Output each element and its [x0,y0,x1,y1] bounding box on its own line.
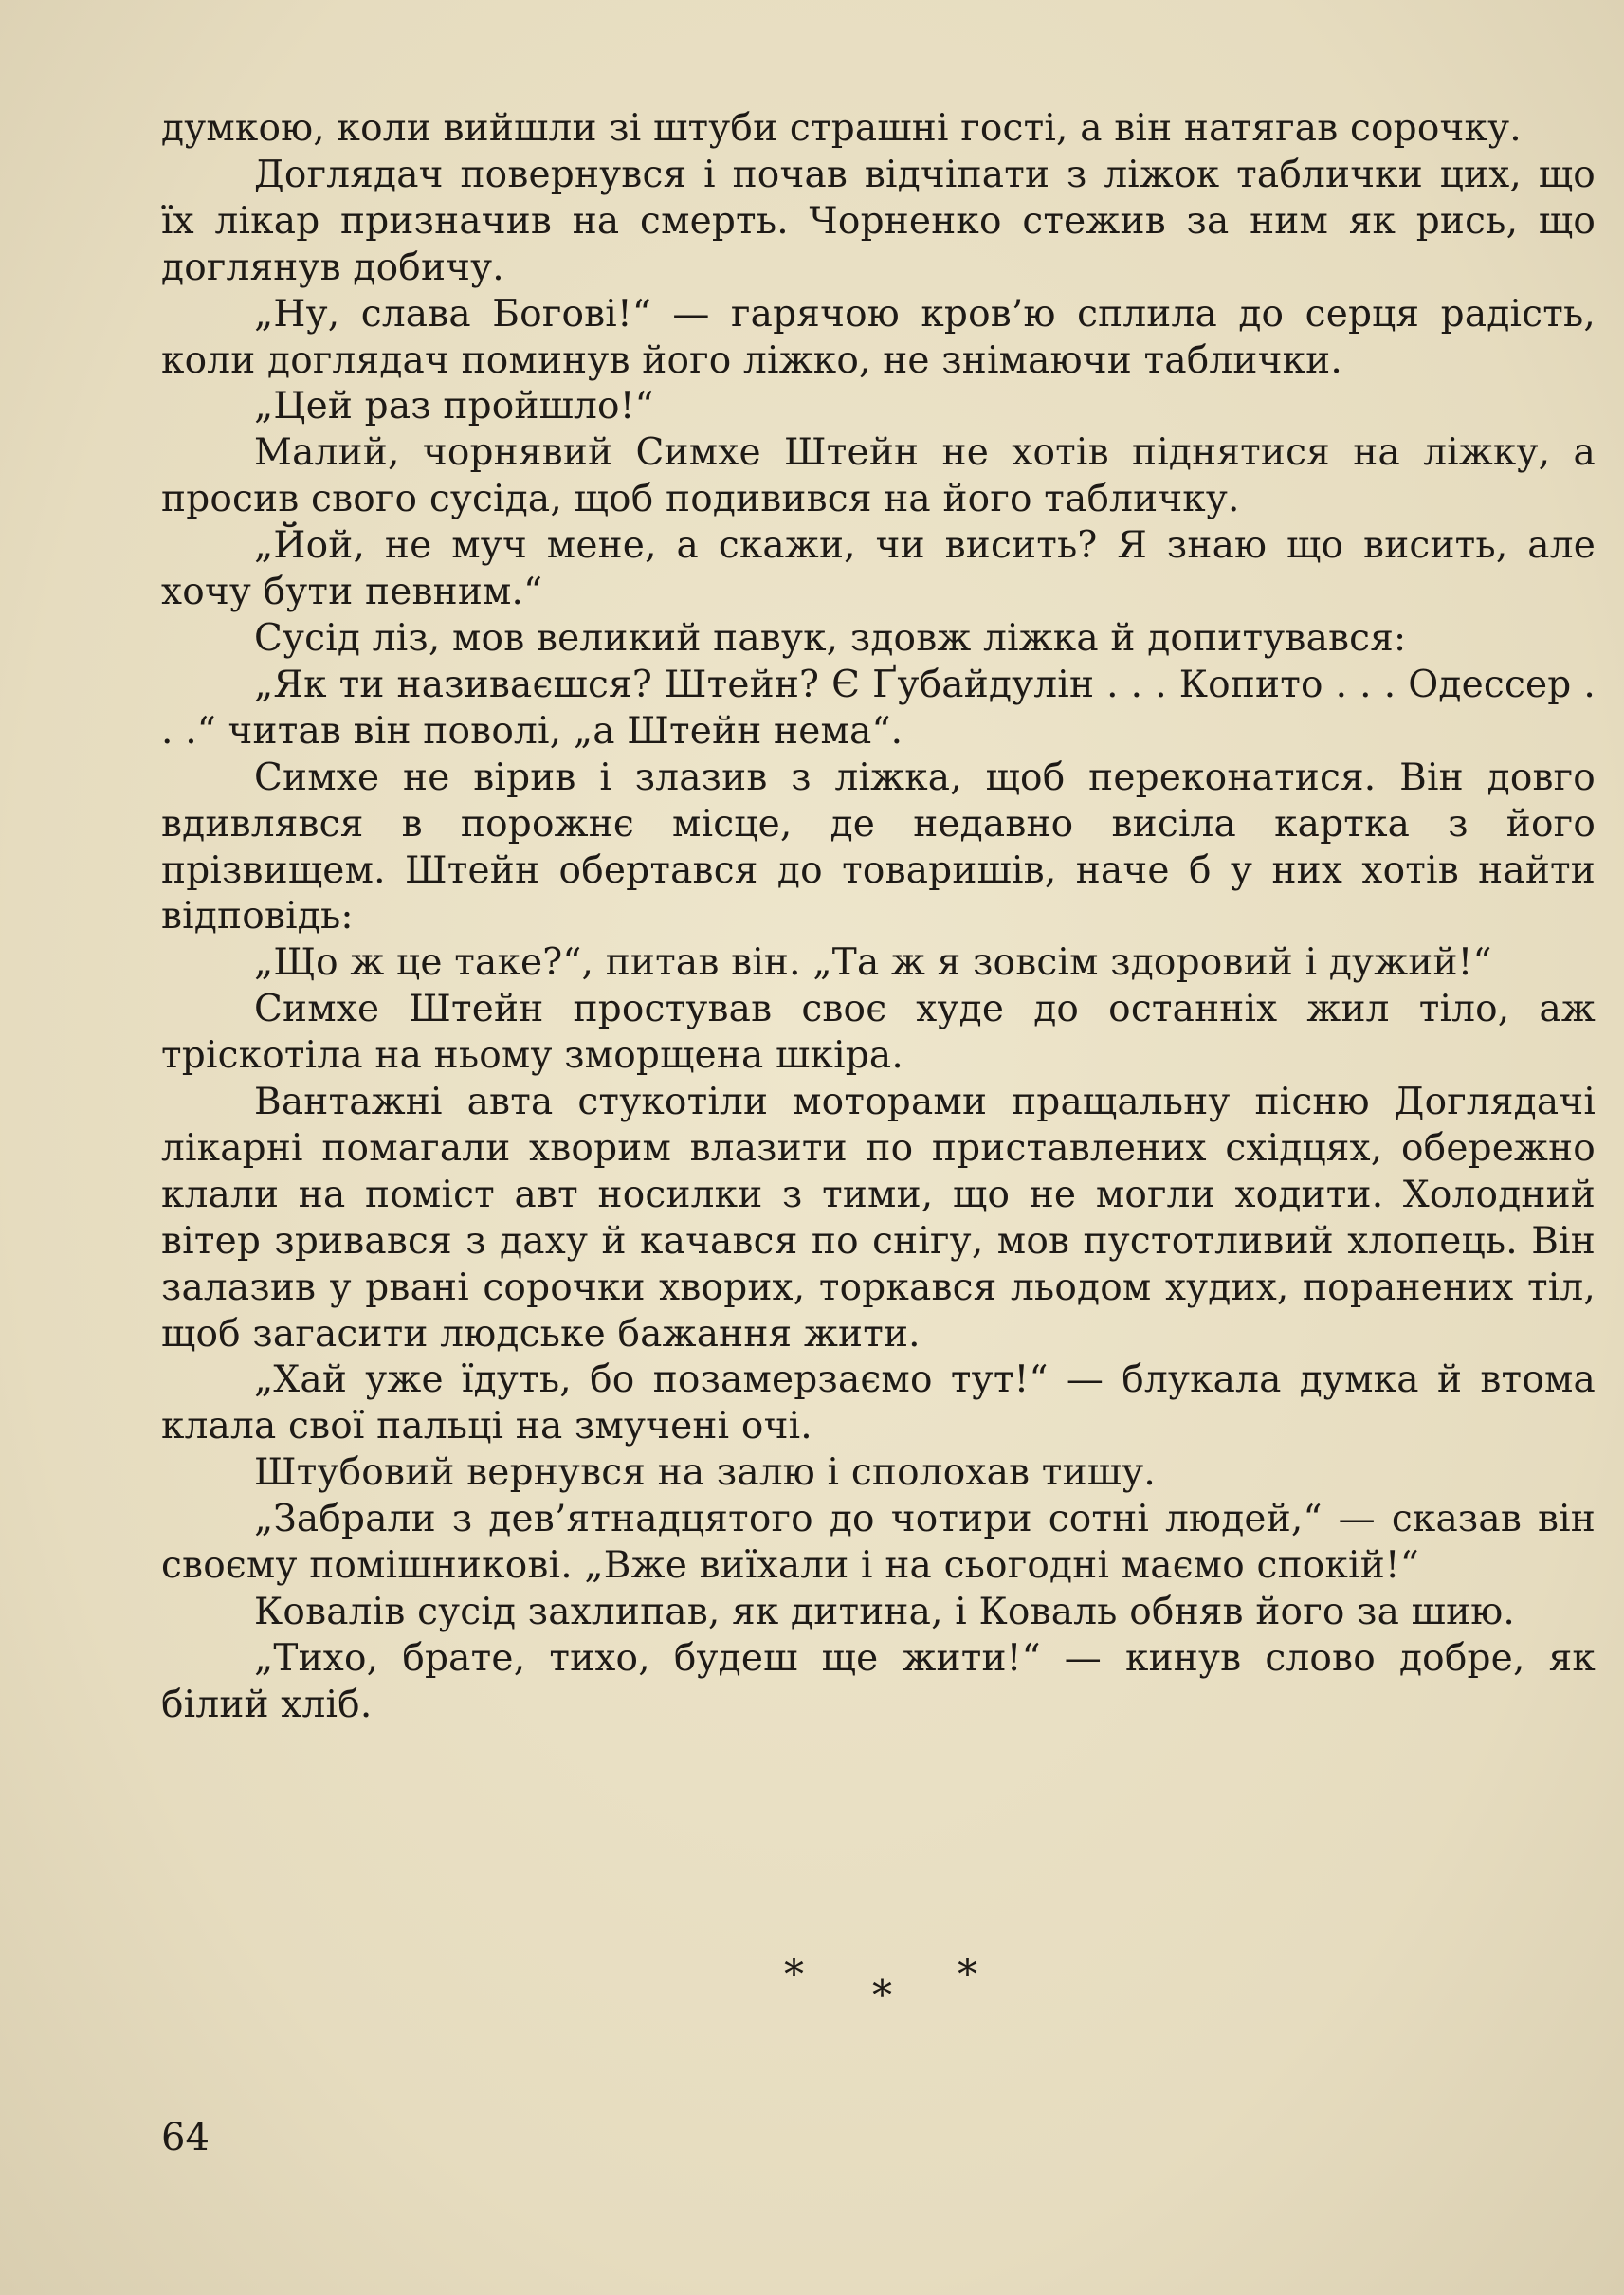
body-text [161,106,1596,1729]
paragraph-8: „Як ти називаєшся? Штейн? Є Ґубайдулін . . . Копито . . . Одессер . . .“ читав він поволі, „а Штейн нема“. [161,663,1596,753]
paragraph-1: думкою, коли вийшли зі штуби страшні гості, а він натягав сорочку. [161,107,1522,150]
paragraph-10: „Що ж це таке?“, питав він. „Та ж я зовсім здоровий і дужий!“ [254,941,1492,985]
paragraph-11: Симхе Штейн простував своє худе до останніх жил тіло, аж тріскотіла на ньому зморщена шкіра. [161,988,1596,1078]
paragraph-9: Симхе не вірив і злазив з ліжка, щоб переконатися. Він довго вдивлявся в порожнє місце, де недавно висіла картка з його прізвищем. Штейн обертався до товаришів, наче б у них хотів найти відповідь: [161,756,1596,938]
separator-star-2: * [872,1972,892,2018]
paragraph-16: Ковалів сусід захлипав, як дитина, і Коваль обняв його за шию. [254,1591,1516,1633]
paragraph-15: „Забрали з дев’ятнадцятого до чотири сотні людей,“ — сказав він своєму помішникові. „Вже виїхали і на сьогодні маємо спокій!“ [161,1498,1596,1588]
paragraph-4: „Цей раз пройшло!“ [254,385,654,428]
paragraph-2: Доглядач повернувся і почав відчіпати з ліжок таблички цих, що їх лікар призначив на смерть. Чорненко стежив за ним як рись, що доглянув добичу. [161,153,1596,289]
page-number: 64 [161,2116,210,2159]
paragraph-5: Малий, чорнявий Симхе Штейн не хотів піднятися на ліжку, а просив свого сусіда, щоб подивився на його табличку. [161,431,1596,521]
separator-star-3: * [958,1951,977,1997]
paragraph-14: Штубовий вернувся на залю і сполохав тишу. [254,1451,1156,1495]
paragraph-6: „Йой, не муч мене, а скажи, чи висить? Я знаю що висить, але хочу бути певним.“ [161,524,1596,614]
separator-star-1: * [784,1951,804,1997]
paragraph-12: Вантажні авта стукотіли моторами пращальну пісню Доглядачі лікарні помагали хворим влазити по приставлених східцях, обережно клали на поміст авт носилки з тими, що не могли ходити. Холодний вітер зривався з даху й качався по снігу, мов пустотливий хлопець. Він залазив у рвані сорочки хворих, торкався льодом худих, поранених тіл, щоб загасити людське бажання жити. [161,1081,1596,1356]
section-separator [0,1951,1624,2018]
paragraph-7: Сусід ліз, мов великий павук, здовж ліжка й допитувався: [254,616,1407,660]
paragraph-13: „Хай уже їдуть, бо позамерзаємо тут!“ — блукала думка й втома клала свої пальці на змучені очі. [161,1358,1596,1448]
paragraph-3: „Ну, слава Богові!“ — гарячою кров’ю сплила до серця радість, коли доглядач поминув його ліжко, не знімаючи таблички. [161,292,1596,382]
paragraph-17: „Тихо, брате, тихо, будеш ще жити!“ — кинув слово добре, як білий хліб. [161,1636,1596,1726]
